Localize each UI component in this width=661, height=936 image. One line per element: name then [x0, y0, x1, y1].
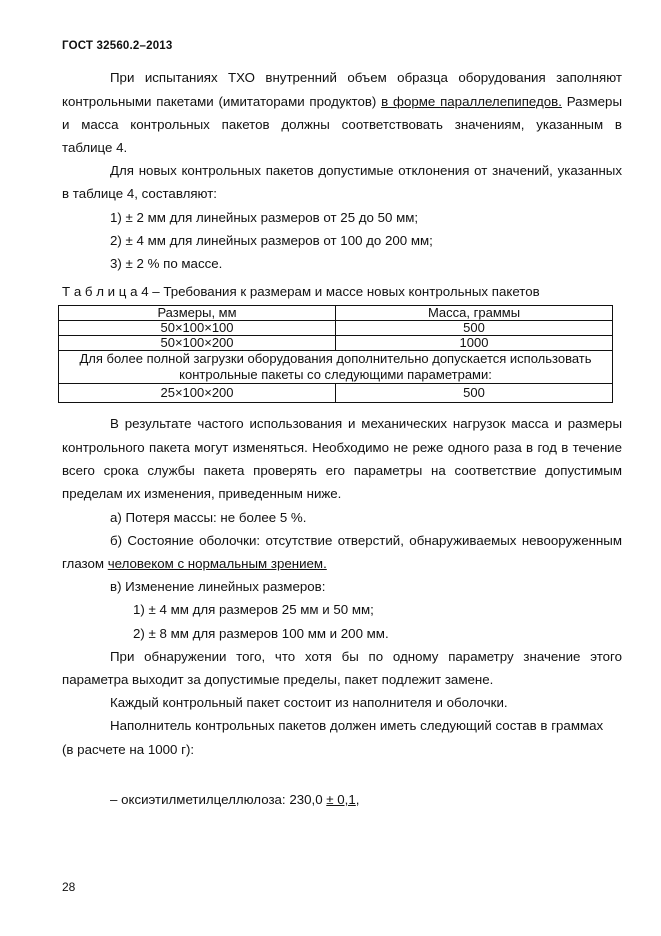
requirements-table — [58, 305, 613, 403]
item-v-1: 1) ± 4 мм для размеров 25 мм и 50 мм; — [133, 602, 374, 617]
item-b-line-2: глазом человеком с нормальным зрением. — [62, 556, 327, 571]
body-line-q1: При обнаружении того, что хотя бы по одному параметру значение этого — [110, 649, 622, 664]
cell-size: 50×100×100 — [59, 321, 336, 336]
col-header-mass: Масса, граммы — [336, 306, 613, 321]
cell-mass: 500 — [336, 384, 613, 403]
item-v-2: 2) ± 8 мм для размеров 100 мм и 200 мм. — [133, 626, 389, 641]
composition-item: – оксиэтилметилцеллюлоза: 230,0 ± 0,1, — [110, 792, 360, 807]
body-line-4: пределам их изменения, приведенным ниже. — [62, 486, 342, 501]
table-note: Для более полной загрузки оборудования дополнительно допускается использовать контрольные пакеты со следующими параметрами: — [59, 351, 613, 384]
cell-size: 50×100×200 — [59, 336, 336, 351]
table-header-row — [59, 306, 613, 321]
intro-line-6: в таблице 4, составляют: — [62, 186, 217, 201]
intro-line-1: При испытаниях ТХО внутренний объем образца оборудования заполняют — [110, 70, 622, 85]
body-line-1: В результате частого использования и механических нагрузок масса и размеры — [110, 416, 622, 431]
body-line-2: контрольного пакета могут изменяться. Необходимо не реже одного раза в год в течение — [62, 440, 622, 455]
list-item-2: 2) ± 4 мм для линейных размеров от 100 до 200 мм; — [110, 233, 433, 248]
intro-line-5: Для новых контрольных пакетов допустимые отклонения от значений, указанных — [110, 163, 622, 178]
intro-line-4: таблице 4. — [62, 140, 128, 155]
body-line-3: всего срока службы пакета проверять его параметры на соответствие допустимым — [62, 463, 622, 478]
body-line-k: Каждый контрольный пакет состоит из наполнителя и оболочки. — [110, 695, 508, 710]
intro-line-3: и масса контрольных пакетов должны соответствовать значениям, указанным в — [62, 117, 622, 132]
col-header-size: Размеры, мм — [59, 306, 336, 321]
item-a: а) Потеря массы: не более 5 %. — [110, 510, 307, 525]
table-row — [59, 384, 613, 403]
document-header: ГОСТ 32560.2–2013 — [62, 40, 173, 52]
item-v: в) Изменение линейных размеров: — [110, 579, 326, 594]
body-line-q2: параметра выходит за допустимые пределы, пакет подлежит замене. — [62, 672, 494, 687]
list-item-1: 1) ± 2 мм для линейных размеров от 25 до 50 мм; — [110, 210, 419, 225]
page-number: 28 — [62, 880, 76, 894]
item-b-line-1: б) Состояние оболочки: отсутствие отверстий, обнаруживаемых невооруженным — [110, 533, 622, 548]
table-caption: Т а б л и ц а 4 – Требования к размерам и массе новых контрольных пакетов — [62, 284, 540, 299]
body-line-n2: (в расчете на 1000 г): — [62, 742, 195, 757]
cell-size: 25×100×200 — [59, 384, 336, 403]
body-line-n1: Наполнитель контрольных пакетов должен иметь следующий состав в граммах — [110, 718, 604, 733]
cell-mass: 500 — [336, 321, 613, 336]
table-note-row — [59, 351, 613, 384]
cell-mass: 1000 — [336, 336, 613, 351]
table-row — [59, 336, 613, 351]
list-item-3: 3) ± 2 % по массе. — [110, 256, 223, 271]
intro-line-2: контрольными пакетами (имитаторами продуктов) в форме параллелепипедов. Размеры — [62, 94, 622, 109]
table-row — [59, 321, 613, 336]
